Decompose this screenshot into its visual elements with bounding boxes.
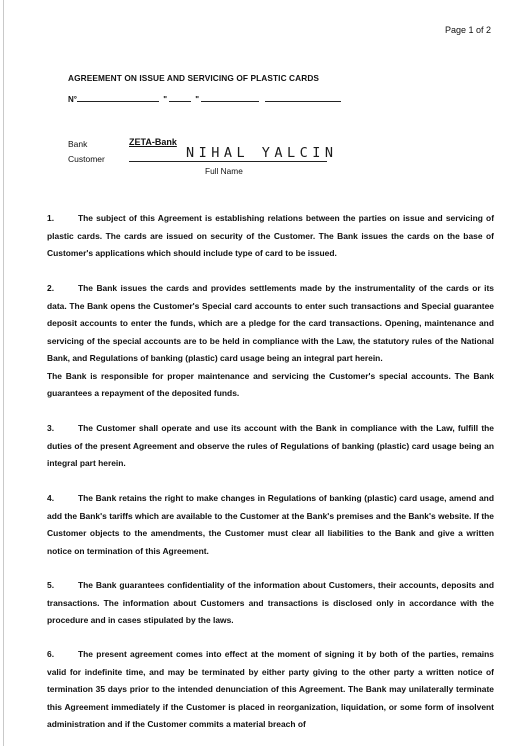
paragraph-2 bbox=[47, 280, 494, 403]
paragraph-text: The Bank guarantees confidentiality of the information about Customers, their accounts, deposits and transactions. The information about Customers and transactions is disclosed only in accordance with the procedure and in cases stipulated by the laws. bbox=[47, 580, 494, 625]
agreement-number-line bbox=[68, 92, 341, 104]
date-quote-open: " bbox=[163, 95, 168, 104]
paragraph-number: 2. bbox=[47, 283, 55, 293]
day-blank bbox=[169, 92, 191, 102]
paragraph-number: 1. bbox=[47, 213, 55, 223]
number-prefix: N° bbox=[68, 95, 77, 104]
page-number: Page 1 of 2 bbox=[445, 25, 492, 35]
customer-name-handwritten: NIHAL YALCIN bbox=[186, 145, 338, 161]
paragraph-4 bbox=[47, 490, 494, 560]
paragraph-number: 6. bbox=[47, 649, 55, 659]
document-title: AGREEMENT ON ISSUE AND SERVICING OF PLASTIC CARDS bbox=[68, 73, 320, 83]
paragraph-6 bbox=[47, 646, 494, 734]
customer-label: Customer bbox=[68, 154, 105, 164]
paragraph-number: 3. bbox=[47, 423, 55, 433]
paragraph-1 bbox=[47, 210, 494, 263]
paragraph-3 bbox=[47, 420, 494, 473]
date-quote-close: " bbox=[195, 95, 200, 104]
paragraph-text-continued: The Bank is responsible for proper maintenance and servicing the Customer's special accounts. The Bank guarantees a repayment of the deposited funds. bbox=[47, 370, 494, 398]
full-name-caption: Full Name bbox=[205, 166, 243, 176]
number-blank bbox=[77, 92, 159, 102]
bank-name: ZETA-Bank bbox=[129, 137, 177, 147]
paragraph-text: The Bank retains the right to make changes in Regulations of banking (plastic) card usage, amend and add the Bank's tariffs which are available to the Customer at the Bank's premises and the Bank's website. If the Customer objects to the amendments, the Customer must clear all liabilities to the Bank and give a written notice on termination of this Agreement. bbox=[47, 493, 494, 556]
year-blank bbox=[265, 92, 341, 102]
paragraph-text: The Customer shall operate and use its account with the Bank in compliance with the Law, fulfill the duties of the present Agreement and observe the rules of Regulations of banking (plastic) card usage being an integral part herein. bbox=[47, 423, 494, 468]
scan-margin-line bbox=[3, 0, 4, 746]
paragraph-text: The Bank issues the cards and provides settlements made by the instrumentality of the cards or its data. The Bank opens the Customer's Special card accounts to enter such transactions and Special guarantee deposit accounts to enter the funds, which are a pledge for the card transactions. Opening, maintenance and servicing of the special accounts are to be held in compliance with the Law, the statutory rules of the National Bank, and Regulations of banking (plastic) card usage being an integral part herein. bbox=[47, 283, 494, 363]
paragraph-number: 5. bbox=[47, 580, 55, 590]
bank-label: Bank bbox=[68, 139, 88, 149]
paragraph-number: 4. bbox=[47, 493, 55, 503]
paragraph-text: The subject of this Agreement is establishing relations between the parties on issue and servicing of plastic cards. The cards are issued on security of the Customer. The Bank issues the cards on the base of Customer's applications which should include type of card to be issued. bbox=[47, 213, 494, 258]
paragraph-text: The present agreement comes into effect at the moment of signing it by both of the parties, remains valid for indefinite time, and may be terminated by either party giving to the other party a written notice of termination 35 days prior to the intended denunciation of this Agreement. The Bank may unilaterally terminate this Agreement immediately if the Customer is placed in reorganization, liquidation, or some form of insolvent administration and if the Customer commits a material breach of bbox=[47, 649, 494, 729]
paragraph-5 bbox=[47, 577, 494, 630]
customer-name-underline bbox=[129, 161, 327, 162]
month-blank bbox=[201, 92, 259, 102]
